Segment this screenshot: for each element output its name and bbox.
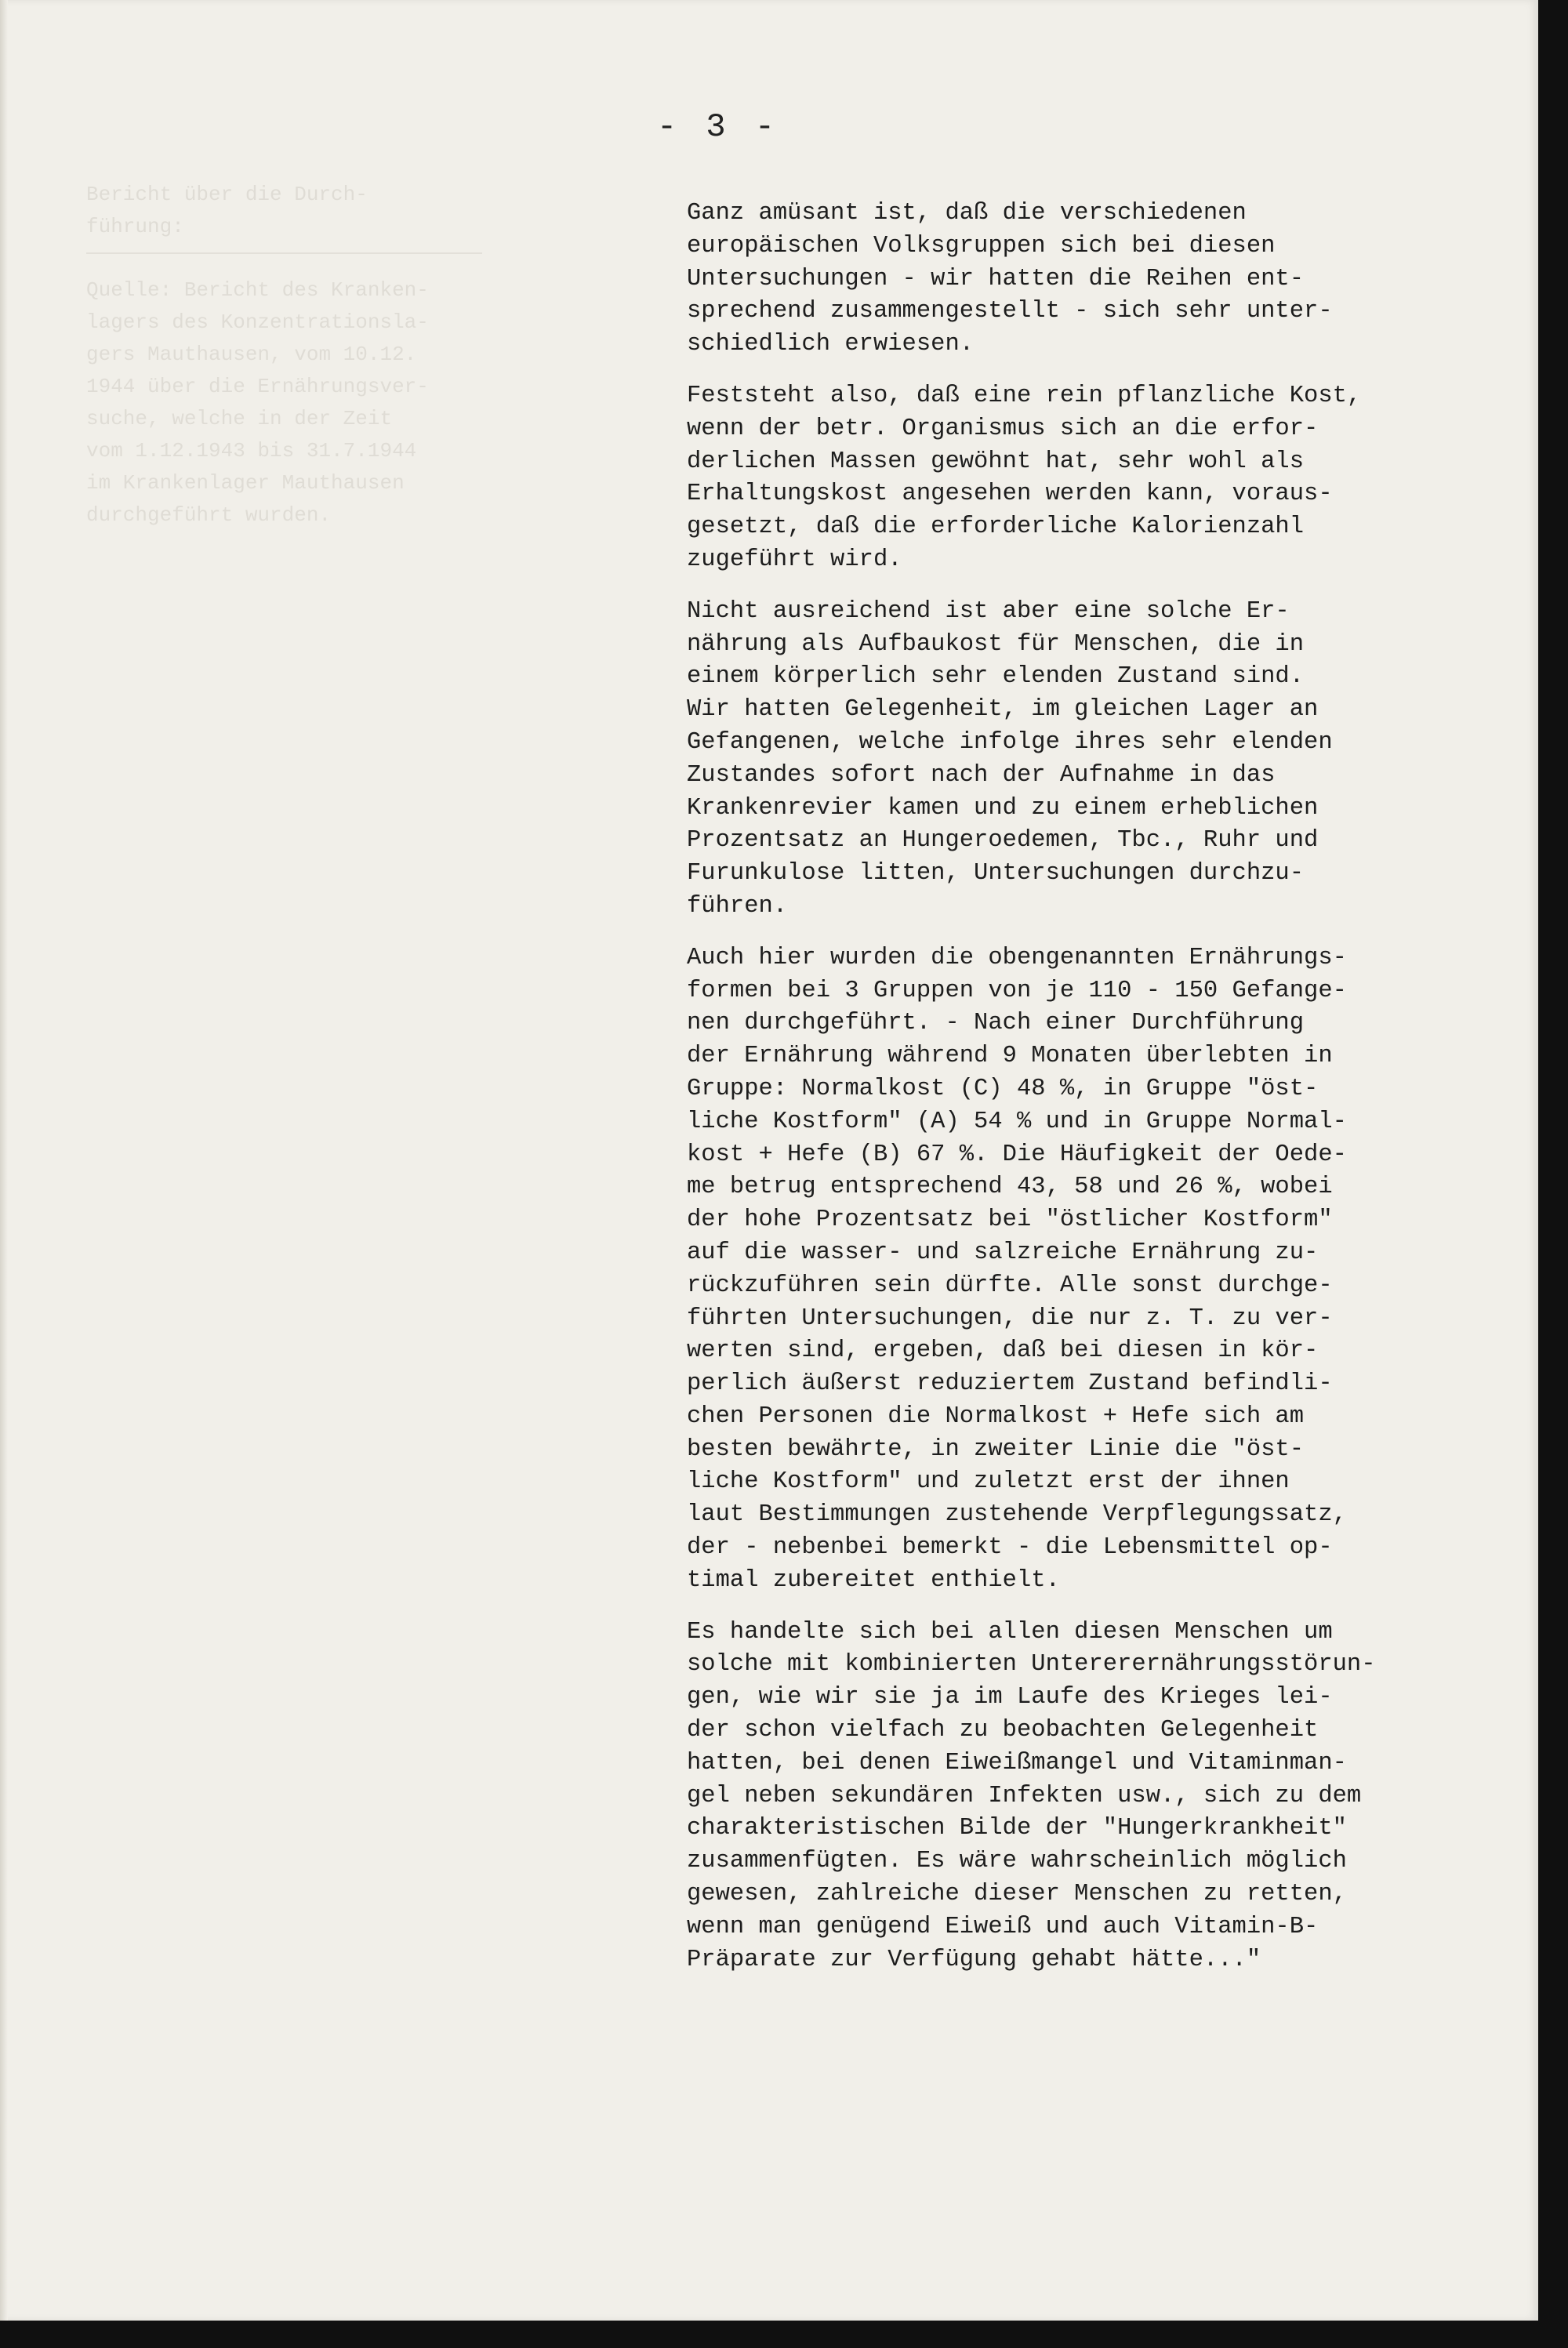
bleed-through-line: suche, welche in der Zeit (86, 407, 393, 430)
text-line: liche Kostform" und zuletzt erst der ihnen (687, 1468, 1290, 1496)
text-line: Ganz amüsant ist, daß die verschiedenen (687, 200, 1247, 227)
text-line: Feststeht also, daß eine rein pflanzliche Kost, (687, 382, 1362, 409)
text-line: gewesen, zahlreiche dieser Menschen zu retten, (687, 1881, 1347, 1908)
text-line: Wir hatten Gelegenheit, im gleichen Lager an (687, 696, 1319, 724)
paragraph (687, 380, 1518, 577)
page-left-edge (0, 0, 8, 2321)
text-line: hatten, bei denen Eiweißmangel und Vitaminman- (687, 1749, 1347, 1776)
paragraph (687, 596, 1518, 924)
page-number: - 3 - (657, 108, 780, 146)
text-line: gen, wie wir sie ja im Laufe des Krieges lei- (687, 1684, 1333, 1711)
scan-border-right (1538, 0, 1568, 2348)
text-line: einem körperlich sehr elenden Zustand sind. (687, 663, 1305, 691)
text-line: zugeführt wird. (687, 546, 902, 573)
text-line: liche Kostform" (A) 54 % und in Gruppe Normal- (687, 1108, 1347, 1135)
scan-border-bottom (0, 2321, 1538, 2348)
text-line: sprechend zusammengestellt - sich sehr unter- (687, 298, 1333, 325)
text-line: Prozentsatz an Hungeroedemen, Tbc., Ruhr und (687, 827, 1319, 855)
text-line: besten bewährte, in zweiter Linie die "öst- (687, 1435, 1305, 1463)
text-line: der hohe Prozentsatz bei "östlicher Kostform" (687, 1207, 1333, 1234)
text-line: der - nebenbei bemerkt - die Lebensmittel op- (687, 1534, 1333, 1562)
bleed-through-title-line: Bericht über die Durch- (86, 183, 368, 206)
paragraph (687, 942, 1518, 1598)
text-line: nen durchgeführt. - Nach einer Durchführung (687, 1010, 1305, 1037)
text-line: der schon vielfach zu beobachten Gelegenheit (687, 1717, 1319, 1744)
text-line: schiedlich erwiesen. (687, 331, 975, 358)
text-line: timal zubereitet enthielt. (687, 1566, 1060, 1594)
text-line: zusammenfügten. Es wäre wahrscheinlich möglich (687, 1848, 1347, 1875)
bleed-through-margin-note (86, 179, 572, 532)
bleed-through-title (86, 179, 572, 243)
body-text (687, 198, 1518, 1995)
text-line: Es handelte sich bei allen diesen Menschen um (687, 1618, 1333, 1646)
bleed-through-line: vom 1.12.1943 bis 31.7.1944 (86, 439, 417, 463)
text-line: europäischen Volksgruppen sich bei diesen (687, 232, 1276, 259)
text-line: werten sind, ergeben, daß bei diesen in kör- (687, 1337, 1319, 1365)
text-line: gesetzt, daß die erforderliche Kalorienzahl (687, 514, 1305, 541)
text-line: laut Bestimmungen zustehende Verpflegungssatz, (687, 1501, 1347, 1529)
text-line: Gefangenen, welche infolge ihres sehr elenden (687, 728, 1333, 756)
bleed-through-rule (86, 252, 482, 254)
text-line: Nicht ausreichend ist aber eine solche Er- (687, 597, 1290, 625)
text-line: nährung als Aufbaukost für Menschen, die in (687, 630, 1305, 658)
text-line: perlich äußerst reduziertem Zustand befindli- (687, 1370, 1333, 1398)
text-line: Auch hier wurden die obengenannten Ernährungs- (687, 944, 1347, 971)
text-line: Gruppe: Normalkost (C) 48 %, in Gruppe "öst- (687, 1075, 1319, 1102)
text-line: derlichen Massen gewöhnt hat, sehr wohl als (687, 448, 1305, 475)
text-line: Präparate zur Verfügung gehabt hätte..." (687, 1946, 1261, 1973)
bleed-through-line: Quelle: Bericht des Kranken- (86, 278, 429, 302)
text-line: Untersuchungen - wir hatten die Reihen ent- (687, 265, 1305, 292)
text-line: charakteristischen Bilde der "Hungerkrankheit" (687, 1815, 1347, 1842)
bleed-through-line: durchgeführt wurden. (86, 503, 332, 527)
text-line: wenn man genügend Eiweiß und auch Vitamin-B- (687, 1913, 1319, 1940)
paragraph (687, 198, 1518, 361)
text-line: solche mit kombinierten Untererernährungsstörun- (687, 1651, 1376, 1678)
text-line: rückzuführen sein dürfte. Alle sonst durchge- (687, 1272, 1333, 1299)
text-line: Zustandes sofort nach der Aufnahme in das (687, 761, 1276, 789)
bleed-through-title-line: führung: (86, 215, 184, 238)
text-line: Krankenrevier kamen und zu einem erheblichen (687, 794, 1319, 822)
text-line: Furunkulose litten, Untersuchungen durchzu- (687, 860, 1305, 887)
text-line: der Ernährung während 9 Monaten überlebten in (687, 1043, 1333, 1070)
text-line: auf die wasser- und salzreiche Ernährung zu- (687, 1239, 1319, 1266)
text-line: Erhaltungskost angesehen werden kann, voraus- (687, 481, 1333, 508)
text-line: chen Personen die Normalkost + Hefe sich am (687, 1403, 1305, 1430)
paragraph (687, 1617, 1518, 1977)
bleed-through-line: gers Mauthausen, vom 10.12. (86, 343, 417, 366)
text-line: wenn der betr. Organismus sich an die erfor- (687, 415, 1319, 442)
text-line: kost + Hefe (B) 67 %. Die Häufigkeit der Oede- (687, 1141, 1347, 1168)
bleed-through-line: lagers des Konzentrationsla- (86, 310, 429, 334)
text-line: formen bei 3 Gruppen von je 110 - 150 Gefange- (687, 977, 1347, 1004)
text-line: me betrug entsprechend 43, 58 und 26 %, wobei (687, 1174, 1333, 1201)
text-line: gel neben sekundären Infekten usw., sich zu dem (687, 1782, 1362, 1809)
text-line: führen. (687, 892, 788, 920)
bleed-through-line: 1944 über die Ernährungsver- (86, 375, 429, 398)
bleed-through-line: im Krankenlager Mauthausen (86, 471, 405, 495)
text-line: führten Untersuchungen, die nur z. T. zu ver- (687, 1305, 1333, 1332)
